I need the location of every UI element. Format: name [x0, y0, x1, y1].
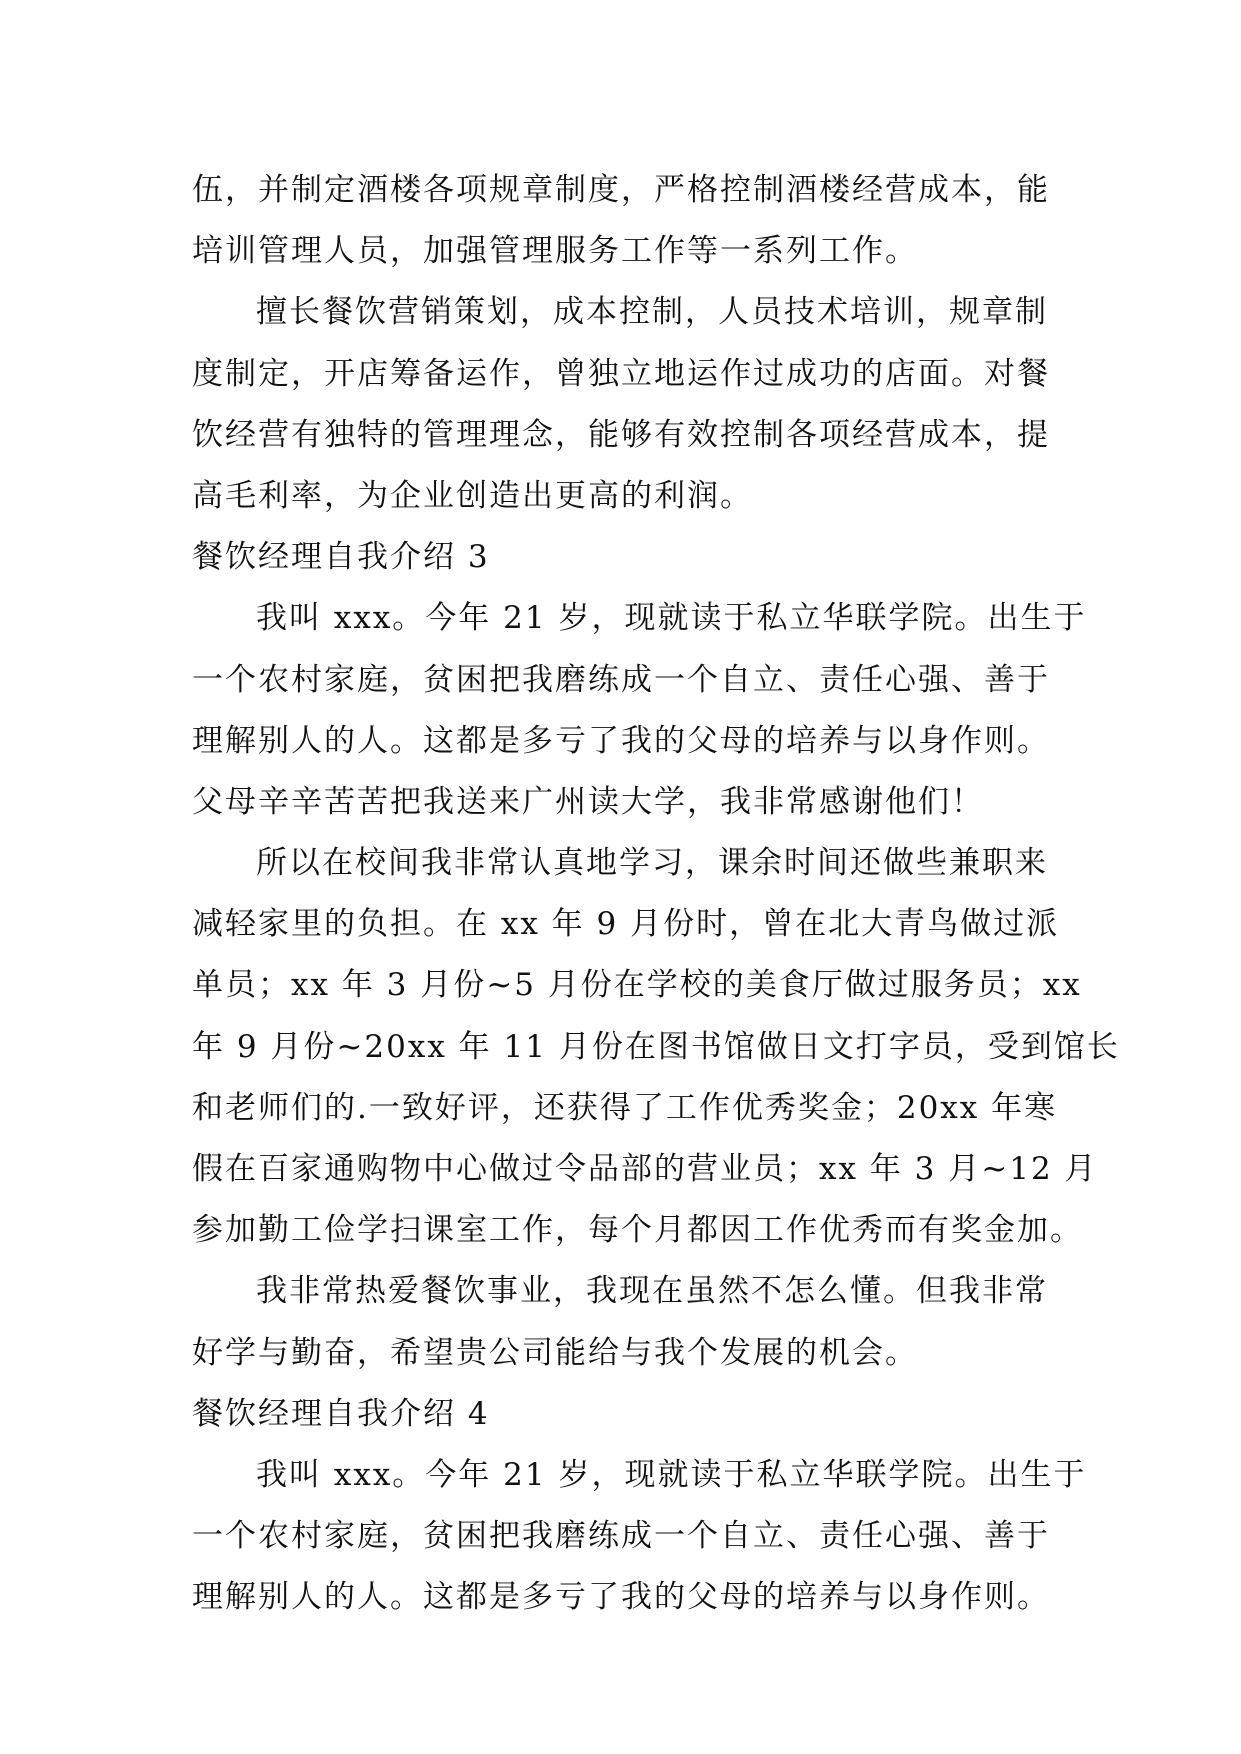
text-line-8: 我叫 xxx。今年 21 岁，现就读于私立华联学院。出生于 — [256, 600, 1087, 637]
text-line-1: 伍，并制定酒楼各项规章制度，严格控制酒楼经营成本，能 — [192, 172, 1050, 208]
document-body — [192, 160, 1120, 1629]
text-line-16: 和老师们的.一致好评，还获得了工作优秀奖金；20xx 年寒 — [192, 1089, 1058, 1126]
text-line-15: 年 9 月份~20xx 年 11 月份在图书馆做日文打字员，受到馆长 — [192, 1028, 1120, 1065]
text-line-9: 一个农村家庭，贫困把我磨练成一个自立、责任心强、善于 — [192, 661, 1050, 698]
text-line-11: 父母辛辛苦苦把我送来广州读大学，我非常感谢他们！ — [192, 783, 984, 820]
text-line-19: 我非常热爱餐饮事业，我现在虽然不怎么懂。但我非常 — [256, 1273, 1048, 1310]
section-heading-3: 餐饮经理自我介绍 3 — [192, 539, 490, 576]
text-line-20: 好学与勤奋，希望贵公司能给与我个发展的机会。 — [192, 1334, 918, 1371]
text-line-17: 假在百家通购物中心做过令品部的营业员；xx 年 3 月~12 月 — [192, 1151, 1098, 1187]
text-line-10: 理解别人的人。这都是多亏了我的父母的培养与以身作则。 — [192, 722, 1050, 759]
text-line-4: 度制定，开店筹备运作，曾独立地运作过成功的店面。对餐 — [192, 355, 1050, 392]
section-heading-4: 餐饮经理自我介绍 4 — [192, 1395, 490, 1432]
text-line-18: 参加勤工俭学扫课室工作，每个月都因工作优秀而有奖金加。 — [192, 1212, 1083, 1249]
text-line-13: 减轻家里的负担。在 xx 年 9 月份时，曾在北大青鸟做过派 — [192, 906, 1060, 943]
text-line-14: 单员；xx 年 3 月份~5 月份在学校的美食厅做过服务员；xx — [192, 967, 1082, 1004]
text-line-3: 擅长餐饮营销策划，成本控制，人员技术培训，规章制 — [256, 294, 1048, 331]
text-line-6: 高毛利率，为企业创造出更高的利润。 — [192, 477, 753, 514]
text-line-23: 一个农村家庭，贫困把我磨练成一个自立、责任心强、善于 — [192, 1518, 1050, 1555]
text-line-24: 理解别人的人。这都是多亏了我的父母的培养与以身作则。 — [192, 1579, 1050, 1616]
text-line-5: 饮经营有独特的管理理念，能够有效控制各项经营成本，提 — [192, 416, 1050, 453]
text-line-2: 培训管理人员，加强管理服务工作等一系列工作。 — [192, 233, 918, 270]
text-line-12: 所以在校间我非常认真地学习，课余时间还做些兼职来 — [256, 845, 1048, 882]
text-line-22: 我叫 xxx。今年 21 岁，现就读于私立华联学院。出生于 — [256, 1456, 1087, 1493]
